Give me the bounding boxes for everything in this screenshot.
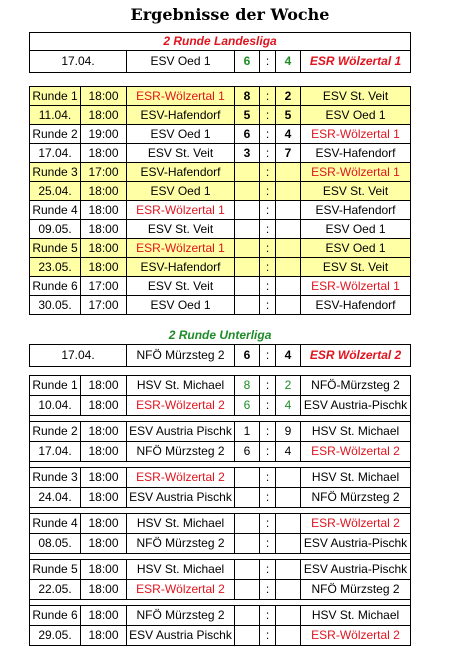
score-separator: : [260,396,276,416]
away-team: ESV Oed 1 [301,239,411,258]
fixture-label: 09.05. [30,220,81,239]
away-team: ESR-Wölzertal 1 [301,125,411,144]
home-team: HSV St. Michael [127,514,235,534]
home-score [235,606,260,626]
fixture-label: 24.04. [30,488,81,508]
unterliga-top-home: NFÖ Mürzsteg 2 [127,345,235,367]
fixture-label: Runde 4 [30,201,81,220]
fixture-row [30,580,411,600]
away-team: NFÖ Mürzsteg 2 [301,488,411,508]
home-team: ESV-Hafendorf [127,258,235,277]
home-team: ESV Austria Pischk [127,626,235,646]
away-team: ESV Austria-Pischk [301,534,411,554]
fixture-row [30,626,411,646]
fixture-label: 22.05. [30,580,81,600]
fixture-row [30,220,411,239]
landesliga-top-away-score: 4 [276,51,301,73]
fixture-row [30,125,411,144]
fixture-time: 18:00 [81,258,127,277]
home-score: 3 [235,144,260,163]
fixture-label: Runde 2 [30,422,81,442]
fixture-time: 18:00 [81,442,127,462]
fixture-time: 18:00 [81,144,127,163]
away-score [276,580,301,600]
away-score [276,258,301,277]
home-team: NFÖ Mürzsteg 2 [127,534,235,554]
away-score [276,606,301,626]
away-score [276,626,301,646]
away-team: ESR-Wölzertal 1 [301,163,411,182]
away-score [276,560,301,580]
fixture-row [30,296,411,315]
home-score [235,514,260,534]
fixture-label: Runde 5 [30,560,81,580]
home-score [235,580,260,600]
fixture-row [30,239,411,258]
page-title: Ergebnisse der Woche [130,5,330,24]
away-team: NFÖ Mürzsteg 2 [301,580,411,600]
unterliga-fixtures-table [29,375,411,646]
fixture-row [30,560,411,580]
away-score: 5 [276,106,301,125]
away-score [276,468,301,488]
away-score: 4 [276,125,301,144]
away-score: 4 [276,396,301,416]
fixture-row [30,376,411,396]
home-team: ESV Oed 1 [127,125,235,144]
away-score [276,296,301,315]
fixture-label: 11.04. [30,106,81,125]
away-team: ESV Oed 1 [301,220,411,239]
away-score [276,277,301,296]
fixture-label: Runde 1 [30,87,81,106]
fixture-row [30,144,411,163]
away-score: 4 [276,442,301,462]
home-score [235,258,260,277]
away-team: HSV St. Michael [301,468,411,488]
score-separator: : [260,468,276,488]
home-team: ESV Oed 1 [127,182,235,201]
score-separator: : [260,277,276,296]
away-team: NFÖ-Mürzsteg 2 [301,376,411,396]
score-separator: : [260,560,276,580]
unterliga-top-away: ESR Wölzertal 2 [301,345,411,367]
home-team: ESV-Hafendorf [127,106,235,125]
home-team: HSV St. Michael [127,560,235,580]
away-score [276,201,301,220]
home-score [235,239,260,258]
fixture-row [30,606,411,626]
away-score [276,534,301,554]
fixture-time: 18:00 [81,106,127,125]
score-separator: : [260,534,276,554]
fixture-label: Runde 3 [30,468,81,488]
landesliga-heading: 2 Runde Landesliga [30,33,411,51]
fixture-time: 18:00 [81,488,127,508]
score-separator: : [260,606,276,626]
home-team: ESR-Wölzertal 2 [127,580,235,600]
away-score [276,514,301,534]
home-score: 1 [235,422,260,442]
score-separator: : [260,488,276,508]
score-separator: : [260,220,276,239]
fixture-label: 25.04. [30,182,81,201]
fixture-time: 18:00 [81,182,127,201]
away-team: ESV St. Veit [301,258,411,277]
fixture-row [30,422,411,442]
away-team: ESR-Wölzertal 1 [301,277,411,296]
score-separator: : [260,514,276,534]
fixture-time: 18:00 [81,396,127,416]
home-score [235,626,260,646]
home-score [235,201,260,220]
home-team: NFÖ Mürzsteg 2 [127,442,235,462]
score-separator: : [260,258,276,277]
fixture-label: Runde 5 [30,239,81,258]
away-team: ESV Austria-Pischk [301,560,411,580]
away-score [276,163,301,182]
away-team: ESV Austria-Pischk [301,396,411,416]
away-score: 7 [276,144,301,163]
home-score: 6 [235,396,260,416]
fixture-row [30,258,411,277]
landesliga-top-away: ESR Wölzertal 1 [301,51,411,73]
fixture-label: 30.05. [30,296,81,315]
home-score [235,296,260,315]
fixture-time: 17:00 [81,277,127,296]
score-separator: : [260,182,276,201]
fixture-time: 18:00 [81,468,127,488]
home-score [235,277,260,296]
score-separator: : [260,376,276,396]
score-separator: : [260,580,276,600]
away-score [276,488,301,508]
away-score [276,220,301,239]
home-score [235,182,260,201]
score-separator: : [260,87,276,106]
fixture-row [30,396,411,416]
fixture-label: Runde 6 [30,606,81,626]
away-team: ESV St. Veit [301,87,411,106]
home-score [235,163,260,182]
unterliga-top-date: 17.04. [30,345,127,367]
away-score [276,239,301,258]
away-score: 2 [276,376,301,396]
fixture-time: 18:00 [81,87,127,106]
fixture-label: 29.05. [30,626,81,646]
home-team: ESV St. Veit [127,220,235,239]
fixture-label: Runde 4 [30,514,81,534]
fixture-row [30,277,411,296]
score-separator: : [260,296,276,315]
fixture-time: 18:00 [81,422,127,442]
fixture-time: 17:00 [81,163,127,182]
fixture-label: Runde 1 [30,376,81,396]
landesliga-fixtures-table [29,86,411,315]
away-team: ESV St. Veit [301,182,411,201]
fixture-label: 17.04. [30,442,81,462]
home-score: 6 [235,125,260,144]
fixture-label: Runde 3 [30,163,81,182]
landesliga-top-date: 17.04. [30,51,127,73]
fixture-time: 18:00 [81,220,127,239]
fixture-row [30,87,411,106]
home-team: ESR-Wölzertal 1 [127,87,235,106]
home-score: 8 [235,376,260,396]
away-team: ESV Oed 1 [301,106,411,125]
fixture-time: 19:00 [81,125,127,144]
fixture-label: Runde 2 [30,125,81,144]
fixture-row [30,163,411,182]
away-team: ESV-Hafendorf [301,201,411,220]
fixture-label: 23.05. [30,258,81,277]
fixture-time: 18:00 [81,606,127,626]
away-score: 9 [276,422,301,442]
home-team: ESV St. Veit [127,144,235,163]
fixture-row [30,106,411,125]
home-team: ESV St. Veit [127,277,235,296]
home-team: ESV Oed 1 [127,296,235,315]
fixture-row [30,488,411,508]
home-score [235,488,260,508]
unterliga-header-table [29,327,411,367]
landesliga-header-table [29,32,411,73]
home-team: NFÖ Mürzsteg 2 [127,606,235,626]
score-separator: : [260,442,276,462]
home-score: 6 [235,442,260,462]
fixture-time: 18:00 [81,560,127,580]
unterliga-top-away-score: 4 [276,345,301,367]
score-separator: : [260,144,276,163]
home-score [235,468,260,488]
away-team: ESR-Wölzertal 2 [301,626,411,646]
away-score [276,182,301,201]
fixture-label: 17.04. [30,144,81,163]
fixture-row [30,201,411,220]
score-separator: : [260,239,276,258]
home-score: 5 [235,106,260,125]
fixture-time: 18:00 [81,580,127,600]
home-team: ESV Austria Pischk [127,488,235,508]
score-separator: : [260,201,276,220]
landesliga-top-home: ESV Oed 1 [127,51,235,73]
fixture-row [30,182,411,201]
away-team: ESR-Wölzertal 2 [301,514,411,534]
home-score [235,560,260,580]
home-team: HSV St. Michael [127,376,235,396]
score-separator: : [260,163,276,182]
home-team: ESR-Wölzertal 1 [127,201,235,220]
away-team: HSV St. Michael [301,422,411,442]
home-score: 8 [235,87,260,106]
home-score [235,534,260,554]
fixture-time: 17:00 [81,296,127,315]
home-team: ESV-Hafendorf [127,163,235,182]
unterliga-top-home-score: 6 [235,345,260,367]
away-team: ESV-Hafendorf [301,296,411,315]
score-separator: : [260,422,276,442]
away-team: ESV-Hafendorf [301,144,411,163]
fixture-row [30,442,411,462]
home-team: ESR-Wölzertal 2 [127,396,235,416]
home-score [235,220,260,239]
landesliga-top-sep: : [260,51,276,73]
fixture-row [30,514,411,534]
away-score: 2 [276,87,301,106]
score-separator: : [260,626,276,646]
score-separator: : [260,106,276,125]
fixture-row [30,468,411,488]
fixture-time: 18:00 [81,201,127,220]
fixture-time: 18:00 [81,534,127,554]
fixture-label: Runde 6 [30,277,81,296]
away-team: HSV St. Michael [301,606,411,626]
fixture-time: 18:00 [81,626,127,646]
fixture-time: 18:00 [81,239,127,258]
fixture-label: 10.04. [30,396,81,416]
away-team: ESR-Wölzertal 2 [301,442,411,462]
score-separator: : [260,125,276,144]
home-team: ESR-Wölzertal 1 [127,239,235,258]
fixture-label: 08.05. [30,534,81,554]
fixture-time: 18:00 [81,514,127,534]
home-team: ESV Austria Pischk [127,422,235,442]
landesliga-top-home-score: 6 [235,51,260,73]
fixture-row [30,534,411,554]
home-team: ESR-Wölzertal 2 [127,468,235,488]
unterliga-heading: 2 Runde Unterliga [168,328,272,342]
fixture-time: 18:00 [81,376,127,396]
unterliga-top-sep: : [260,345,276,367]
